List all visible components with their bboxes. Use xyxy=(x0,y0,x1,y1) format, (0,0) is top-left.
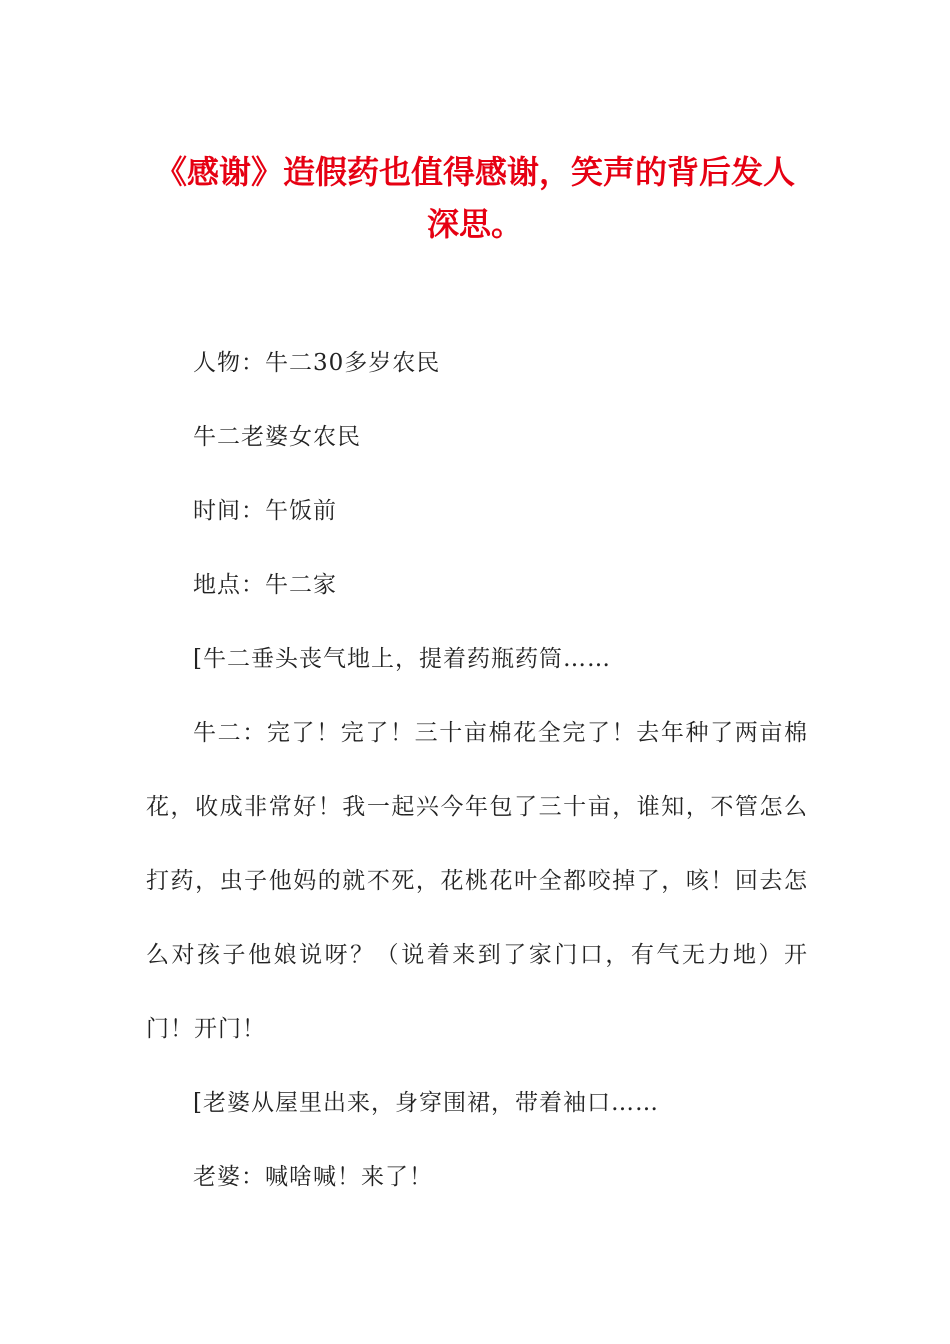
paragraph-place: 地点：牛二家 xyxy=(193,572,337,598)
document-body xyxy=(146,326,808,1214)
paragraph-time: 时间：午饭前 xyxy=(193,498,337,524)
paragraph-stage-direction-1: [牛二垂头丧气地上，提着药瓶药筒…… xyxy=(193,646,611,672)
document-title: 《感谢》造假药也值得感谢，笑声的背后发人深思。 xyxy=(154,153,795,243)
paragraph-characters: 人物：牛二30多岁农民 xyxy=(193,350,441,376)
paragraph-wife-line: 老婆：喊啥喊！来了！ xyxy=(193,1164,433,1190)
paragraph-stage-direction-2: [老婆从屋里出来，身穿围裙，带着袖口…… xyxy=(193,1090,659,1116)
paragraph-niuer-line: 牛二：完了！完了！三十亩棉花全完了！去年种了两亩棉花，收成非常好！我一起兴今年包了三十亩，谁知，不管怎么打药，虫子他妈的就不死，花桃花叶全都咬掉了，咳！回去怎么对孩子他娘说呀？（说着来到了家门口，有气无力地）开门！开门！ xyxy=(146,720,808,1042)
paragraph-wife: 牛二老婆女农民 xyxy=(193,424,361,450)
